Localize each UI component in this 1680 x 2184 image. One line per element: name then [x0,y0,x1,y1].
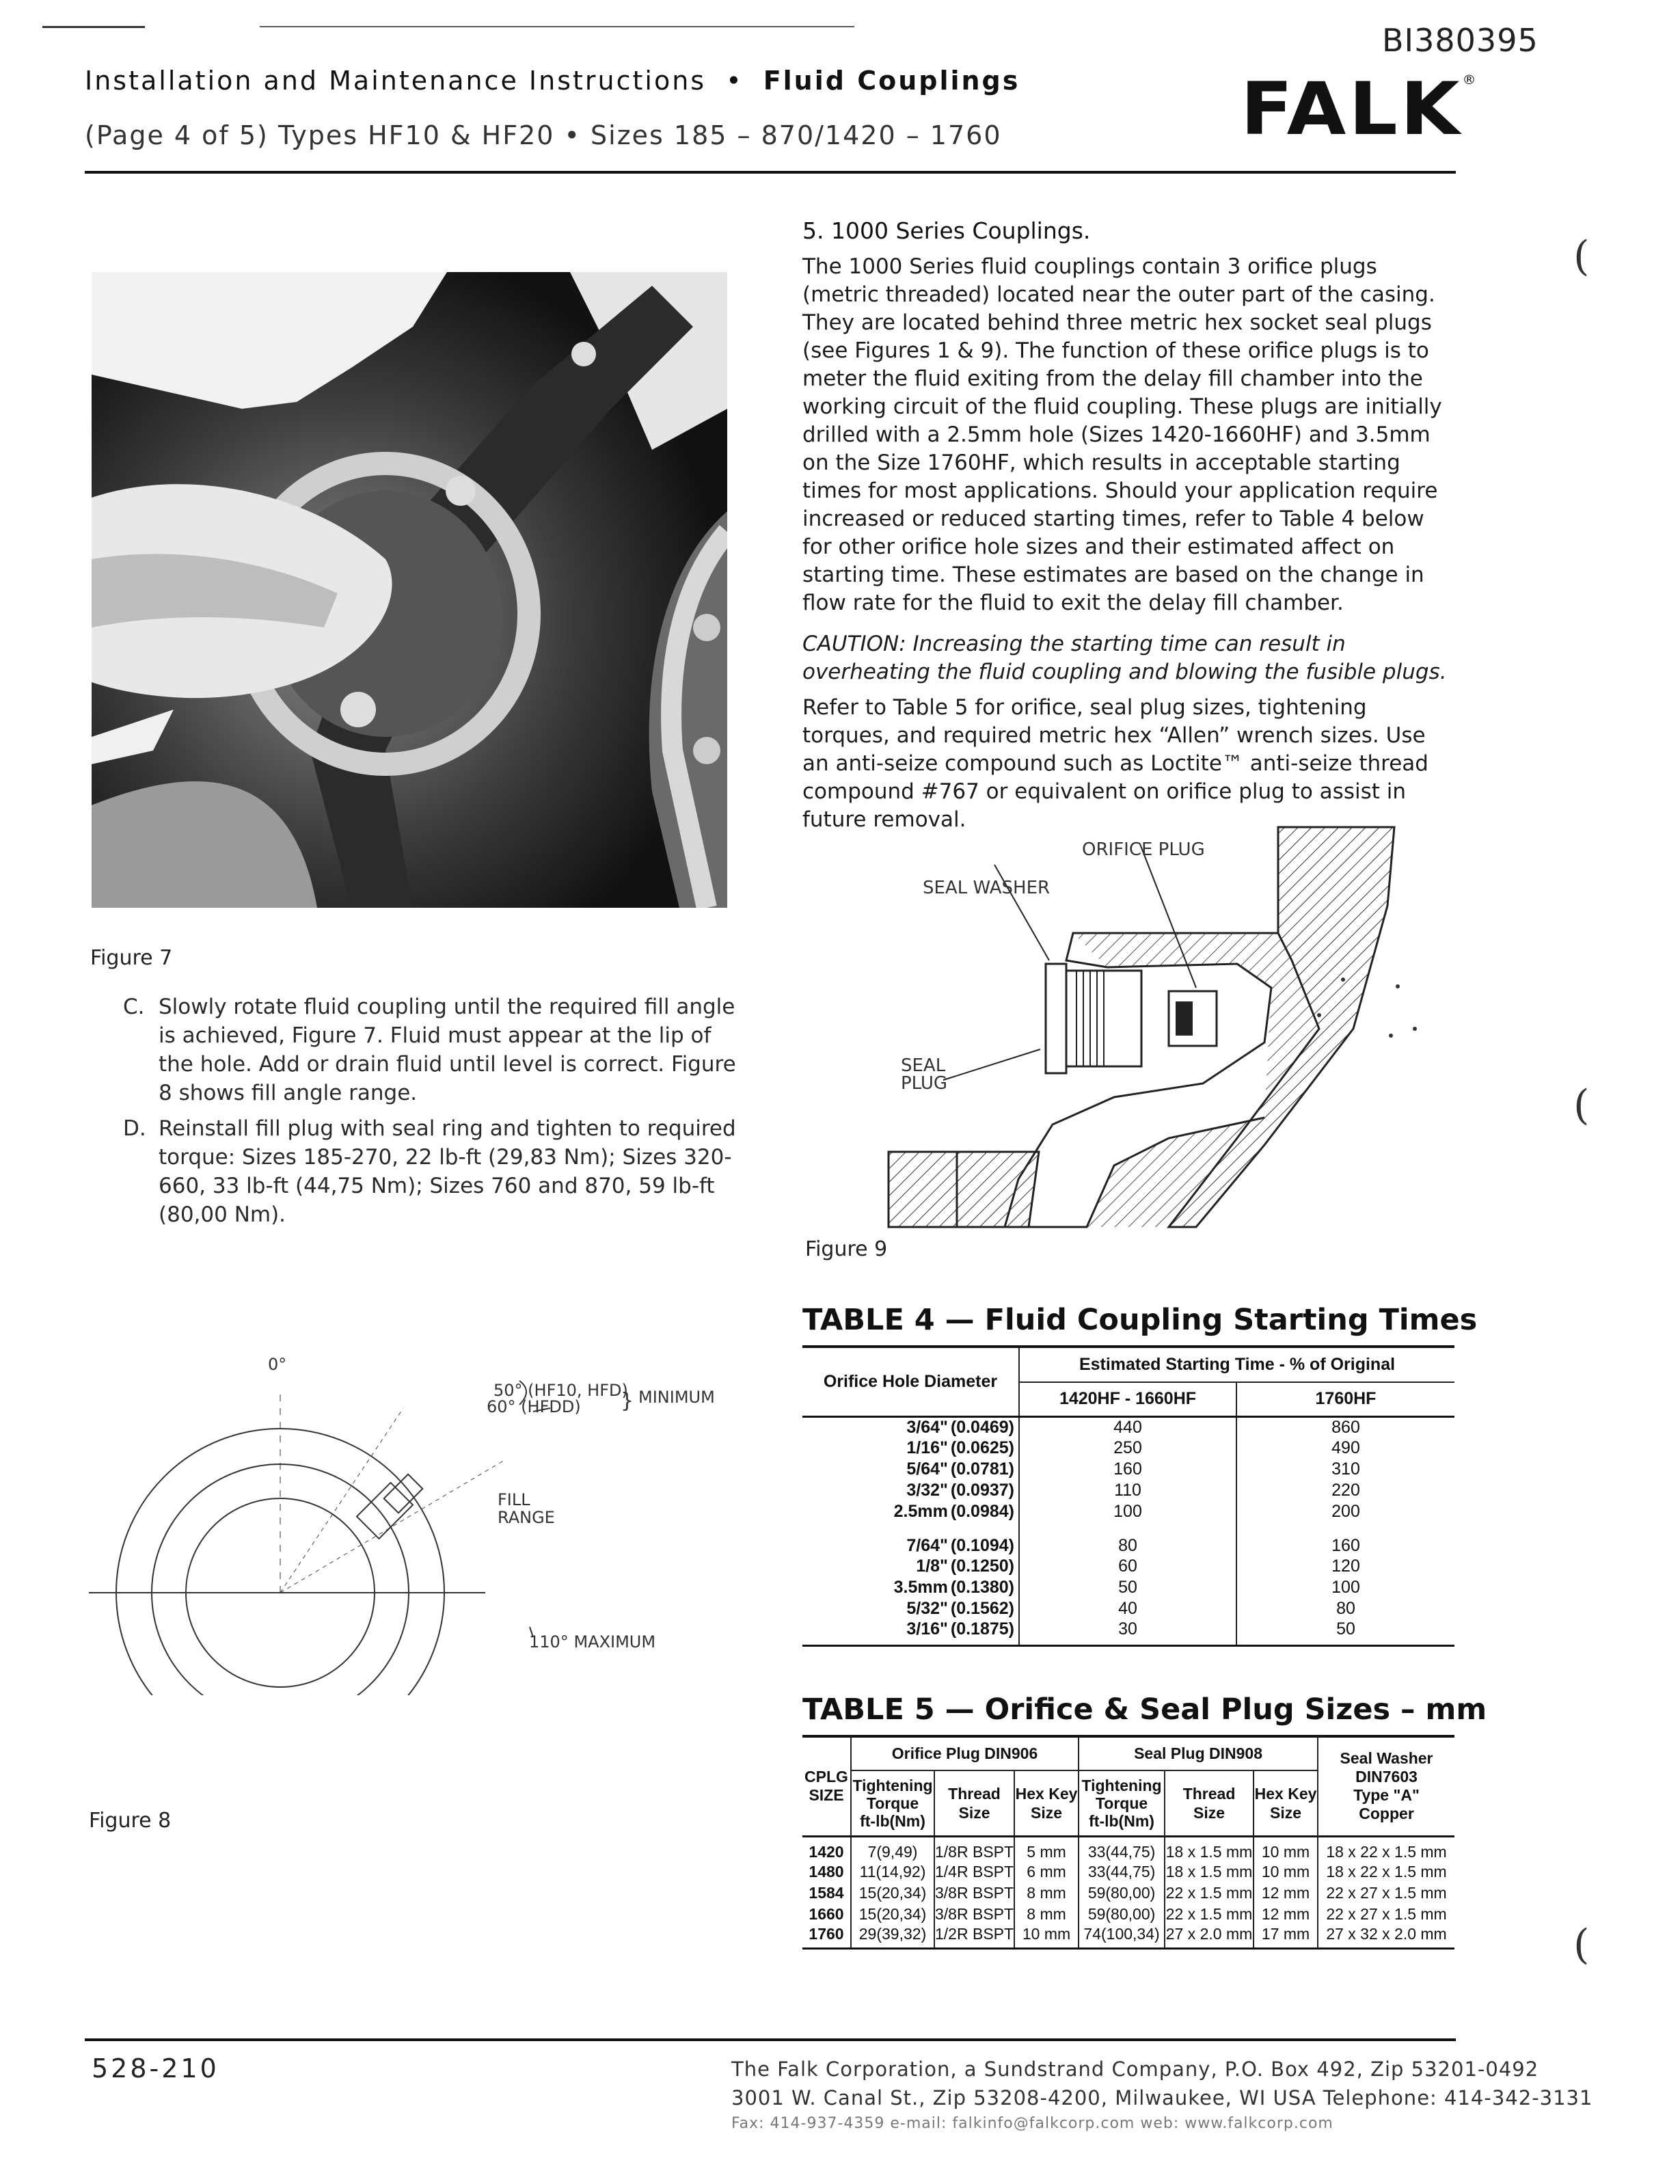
table5-col-cplg [802,1736,851,1836]
figure8-minimum: MINIMUM [638,1388,715,1407]
table4-row [802,1438,1454,1459]
table4-row [802,1480,1454,1501]
header-subject: Fluid Couplings [763,66,1020,96]
top-rule-middle [260,26,854,27]
table4-cell-b: 50 [1236,1619,1454,1646]
table5-orifice-hexkey [1014,1770,1079,1836]
table4-cell-diameter [802,1438,1019,1459]
table5-cell-size: 1420 [802,1836,851,1861]
figure9-seal-washer-label: SEAL WASHER [923,878,1051,898]
table5-washer-line1: Seal Washer [1340,1749,1433,1768]
table5-cell-orifice-thread: 1/8R BSPT [934,1836,1014,1861]
table5-cell-washer: 18 x 22 x 1.5 mm [1326,1842,1447,1861]
table4-decimal: (0.0781) [950,1459,1014,1479]
margin-mark-bottom: ( [1573,1921,1590,1969]
figure8-min-a: 50° (HF10, HFD) [493,1381,628,1400]
table4-size: 5/64" [906,1459,948,1479]
table4-cell-a: 440 [1019,1416,1236,1438]
section5-paragraph2: Refer to Table 5 for orifice, seal plug sizes, tightening torques, and required metric hex “Allen” wrench sizes. Use an anti-seize compound such as Loctite™ anti-seize thread compound #767 or equivalent on orifice plug to assist in future removal. [802,695,1428,832]
table4-row [802,1556,1454,1577]
table4-cell-b: 860 [1331,1417,1360,1437]
section5-caution: CAUTION: Increasing the starting time can result in overheating the fluid coupling and blowing the fusible plugs. [802,632,1447,684]
margin-mark-middle: ( [1573,1081,1590,1129]
table4-size: 1/16" [906,1438,948,1457]
section5-paragraph1: The 1000 Series fluid couplings contain 3 orifice plugs (metric threaded) located near the outer part of the casing. They are located behind three metric hex socket seal plugs (see Figures 1 & 9). The function of these orifice plugs is to meter the fluid exiting from the delay fill chamber into the working circuit of the fluid coupling. These plugs are initially drilled with a 2.5mm hole (Sizes 1420-1660HF) and 3.5mm on the Size 1760HF, which results in acceptable starting times for most applications. Should your application require increased or reduced starting times, refer to Table 4 below for other orifice hole sizes and their estimated affect on starting time. These estimates are based on the change in flow rate for the fluid to exit the delay fill chamber. [802,254,1442,615]
table4-body [802,1416,1454,1646]
table5-cell-seal-hexkey: 17 mm [1254,1925,1318,1949]
table5-cell-orifice-thread: 3/8R BSPT [934,1883,1014,1904]
torque-line1: Tightening [852,1776,933,1794]
step-c-text: Slowly rotate fluid coupling until the required fill angle is achieved, Figure 7. Fluid must appear at the lip of the hole. Add or drain fluid until level is correct. Figure 8 shows fill angle range. [159,995,736,1105]
table5-cell-orifice-thread: 1/2R BSPT [934,1925,1014,1949]
seal-torque-line1: Tightening [1081,1776,1162,1794]
table4-cell-b: 490 [1331,1438,1360,1457]
table4-decimal: (0.0984) [950,1502,1014,1521]
table5-cplg-line2: SIZE [809,1786,844,1805]
table5-cell-seal-thread: 18 x 1.5 mm [1165,1861,1254,1883]
torque-line2: Torque [866,1794,919,1812]
thread-line2: Size [958,1803,990,1822]
header-bullet: • [726,66,744,96]
hex-line2: Size [1031,1803,1063,1822]
header-subtitle: (Page 4 of 5) Types HF10 & HF20 • Sizes 185 – 870/1420 – 1760 [85,120,1002,150]
table4-size: 1/8" [916,1556,948,1576]
figure7-caption: Figure 7 [90,946,173,970]
table5-cell-seal-thread: 18 x 1.5 mm [1165,1836,1254,1861]
table5-cell-seal-torque: 74(100,34) [1079,1925,1165,1949]
table4-row [802,1416,1454,1438]
table5-cell-washer: 22 x 27 x 1.5 mm [1326,1904,1447,1923]
document-id: BI380395 [1382,22,1539,59]
table5-body [802,1836,1454,1948]
table4-row [802,1577,1454,1598]
table5-orifice-torque [851,1770,934,1836]
table5-cell-orifice-torque: 15(20,34) [851,1904,934,1925]
table5-row [802,1925,1454,1949]
footer-document-number: 528-210 [92,2053,219,2084]
table4-size: 3/64" [906,1417,948,1437]
table5-cell-seal-torque: 59(80,00) [1079,1904,1165,1925]
table4-cell-a: 160 [1019,1459,1236,1480]
table5-seal-hexkey [1254,1770,1318,1836]
table5-washer-line3: Type "A" [1353,1786,1420,1805]
table5-cell-orifice-torque: 29(39,32) [851,1925,934,1949]
table5-cell-seal-hexkey: 10 mm [1254,1836,1318,1861]
table5-cell-seal-torque: 59(80,00) [1079,1883,1165,1904]
table4-col-a: 1420HF - 1660HF [1019,1382,1236,1416]
table5-washer-line4: Copper [1359,1805,1414,1823]
table4-cell-b: 220 [1331,1481,1360,1500]
table5-cplg-line1: CPLG [804,1768,848,1786]
footer-address-line1: The Falk Corporation, a Sundstrand Company, P.O. Box 492, Zip 53201-0492 [731,2058,1539,2081]
table4-cell-diameter [802,1459,1019,1480]
table4-size: 3.5mm [893,1578,948,1597]
table5-cell-orifice-hexkey: 8 mm [1014,1883,1079,1904]
table4-cell-diameter [802,1598,1019,1619]
table4-decimal: (0.1094) [950,1536,1014,1555]
table4-size: 2.5mm [893,1502,948,1521]
figure9-plug-label: PLUG [901,1073,948,1094]
step-d-text: Reinstall fill plug with seal ring and tighten to required torque: Sizes 185-270, 22 lb-ft (29,83 Nm); Sizes 320-660, 33 lb-ft (44,75 Nm); Sizes 760 and 870, 59 lb-ft (80,00 Nm). [159,1116,736,1227]
header-title [85,66,1020,96]
table5-row [802,1883,1454,1904]
table4-cell-diameter [802,1416,1019,1438]
table4-col-group: Estimated Starting Time - % of Original [1019,1347,1454,1382]
table4-cell-b: 100 [1331,1578,1360,1597]
table5-cell-seal-torque: 33(44,75) [1079,1836,1165,1861]
falk-logo [1241,67,1479,152]
footer-address-line2: 3001 W. Canal St., Zip 53208-4200, Milwaukee, WI USA Telephone: 414-342-3131 [731,2086,1593,2109]
step-c-label: C. [123,995,145,1019]
table5-row [802,1836,1454,1861]
figure8-range: RANGE [498,1508,555,1527]
table4-row [802,1619,1454,1646]
table5-seal-thread [1165,1770,1254,1836]
table4-col-diameter: Orifice Hole Diameter [802,1347,1019,1416]
table5-cell-size: 1760 [802,1925,851,1949]
table4-decimal: (0.0625) [950,1438,1014,1457]
table4-cell-a: 110 [1019,1480,1236,1501]
table5-cell-orifice-torque: 11(14,92) [851,1861,934,1883]
figure8-maximum: 110° MAXIMUM [529,1632,656,1652]
seal-thread-line1: Thread [1182,1784,1236,1803]
table4-cell-b: 160 [1331,1536,1360,1555]
table5-row [802,1904,1454,1925]
table4-decimal: (0.1875) [950,1619,1014,1639]
section5-title: 5. 1000 Series Couplings. [802,217,1091,244]
table5-cell-seal-torque: 33(44,75) [1079,1861,1165,1883]
table4-row [802,1598,1454,1619]
header-prefix: Installation and Maintenance Instructions [85,66,707,96]
figure9-seal-label: SEAL [901,1055,946,1076]
hex-line1: Hex Key [1015,1784,1078,1803]
registered-mark: ® [1462,71,1479,87]
table4-cell-a: 100 [1019,1501,1236,1522]
logo-text: FALK [1241,67,1463,152]
table4-cell-a: 80 [1019,1522,1236,1556]
table5-col-washer [1318,1736,1454,1836]
table4-decimal: (0.1380) [950,1578,1014,1597]
table4-col-b: 1760HF [1236,1382,1454,1416]
figure8-brace: } [621,1389,634,1413]
table5-cell-seal-hexkey: 12 mm [1254,1904,1318,1925]
figure9-orifice-plug-label: ORIFICE PLUG [1082,839,1205,860]
header-rule [85,171,1456,174]
table5-cell-size: 1660 [802,1904,851,1925]
table4-cell-a: 60 [1019,1556,1236,1577]
table5-seal-group: Seal Plug DIN908 [1079,1736,1318,1770]
table5-washer-line2: DIN7603 [1355,1768,1418,1786]
table5-cell-size: 1480 [802,1861,851,1883]
table4-cell-b: 310 [1331,1459,1360,1479]
table4-size: 3/32" [906,1481,948,1500]
table5-cell-orifice-torque: 15(20,34) [851,1883,934,1904]
table5-cell-orifice-hexkey: 6 mm [1014,1861,1079,1883]
table4-row [802,1522,1454,1556]
table5-cell-seal-hexkey: 10 mm [1254,1861,1318,1883]
table5-cell-washer: 22 x 27 x 1.5 mm [1326,1883,1447,1902]
table5-cell-seal-thread: 22 x 1.5 mm [1165,1904,1254,1925]
figure8-caption: Figure 8 [89,1809,172,1833]
figure9-caption: Figure 9 [805,1237,888,1261]
table4-size: 7/64" [906,1536,948,1555]
table4-cell-a: 250 [1019,1438,1236,1459]
table4-cell-b: 200 [1331,1502,1360,1521]
figure7-photo-drawing [92,272,727,908]
table5-cell-orifice-torque: 7(9,49) [851,1836,934,1861]
step-d-label: D. [123,1116,146,1141]
table5-cell-washer: 18 x 22 x 1.5 mm [1326,1862,1447,1880]
table4-decimal: (0.0937) [950,1481,1014,1500]
table4-decimal: (0.1562) [950,1599,1014,1618]
seal-hex-line1: Hex Key [1254,1784,1317,1803]
table5 [802,1735,1454,1950]
seal-torque-line3: ft-lb(Nm) [1089,1811,1154,1830]
table4-cell-diameter [802,1556,1019,1577]
torque-line3: ft-lb(Nm) [860,1811,925,1830]
figure7-photo [92,272,727,908]
margin-mark-top: ( [1573,232,1590,280]
table5-title: TABLE 5 — Orifice & Seal Plug Sizes – mm [802,1693,1487,1727]
table5-cell-seal-thread: 27 x 2.0 mm [1165,1925,1254,1949]
table4-row [802,1459,1454,1480]
seal-hex-line2: Size [1270,1803,1302,1822]
table4-cell-diameter [802,1501,1019,1522]
table5-row [802,1861,1454,1883]
table4-cell-diameter [802,1619,1019,1646]
table4-decimal: (0.1250) [950,1556,1014,1576]
step-c [123,993,738,1105]
table5-cell-orifice-thread: 3/8R BSPT [934,1904,1014,1925]
table5-cell-orifice-hexkey: 5 mm [1014,1836,1079,1861]
top-rule-left [42,26,145,28]
table4-size: 5/32" [906,1599,948,1618]
thread-line1: Thread [948,1784,1001,1803]
seal-torque-line2: Torque [1095,1794,1148,1812]
table5-orifice-group: Orifice Plug DIN906 [851,1736,1079,1770]
figure8-fill: FILL [498,1490,530,1509]
table5-cell-seal-hexkey: 12 mm [1254,1883,1318,1904]
table5-cell-orifice-hexkey: 10 mm [1014,1925,1079,1949]
table5-seal-torque [1079,1770,1165,1836]
table5-cell-orifice-thread: 1/4R BSPT [934,1861,1014,1883]
table4-cell-diameter [802,1522,1019,1556]
table4-title: TABLE 4 — Fluid Coupling Starting Times [802,1303,1478,1337]
footer-rule [85,2038,1456,2041]
table5-cell-seal-thread: 22 x 1.5 mm [1165,1883,1254,1904]
table4-cell-a: 40 [1019,1598,1236,1619]
table5-cell-orifice-hexkey: 8 mm [1014,1904,1079,1925]
figure8-zero-label: 0° [268,1355,287,1374]
table4-cell-a: 50 [1019,1577,1236,1598]
table5-orifice-thread [934,1770,1014,1836]
table4-row [802,1501,1454,1522]
figure8-min-b: 60° (HFDD) [487,1397,581,1416]
table4-cell-diameter [802,1577,1019,1598]
table5-cell-washer: 27 x 32 x 2.0 mm [1318,1925,1454,1949]
table4-cell-b: 120 [1331,1556,1360,1576]
step-d [123,1114,738,1227]
table4-cell-b: 80 [1336,1599,1355,1618]
table4-cell-a: 30 [1019,1619,1236,1646]
table4-decimal: (0.0469) [950,1417,1014,1437]
table4 [802,1345,1454,1647]
footer-contact-line: Fax: 414-937-4359 e-mail: falkinfo@falkcorp.com web: www.falkcorp.com [731,2115,1333,2132]
table4-cell-diameter [802,1480,1019,1501]
seal-thread-line2: Size [1193,1803,1225,1822]
table4-size: 3/16" [906,1619,948,1639]
table5-cell-size: 1584 [802,1883,851,1904]
